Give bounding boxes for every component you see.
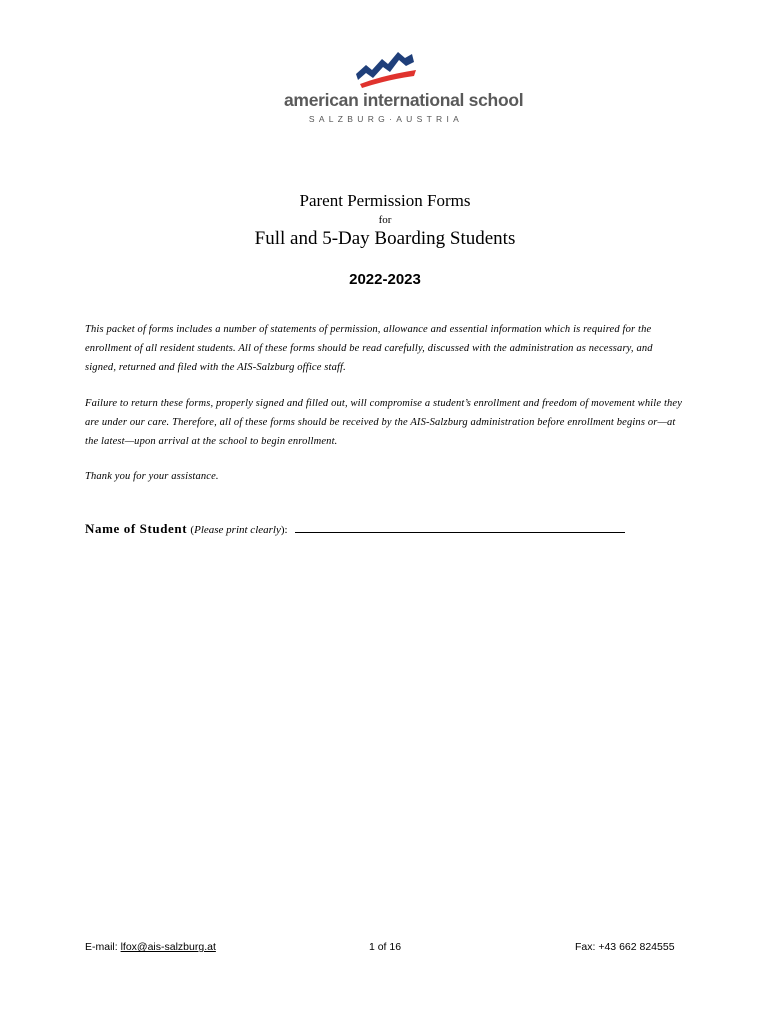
thanks-paragraph: Thank you for your assistance. (85, 471, 219, 482)
mountain-logo-icon (354, 48, 420, 90)
school-year: 2022-2023 (349, 271, 421, 288)
student-name-field[interactable] (295, 520, 625, 533)
document-subtitle: Full and 5-Day Boarding Students (254, 228, 516, 249)
email-label: E-mail: (85, 941, 118, 953)
warning-paragraph: Failure to return these forms, properly signed and filled out, will compromise a student’s enrollment and freedom of movement while they are under our care. Therefore, all of these forms should be received by the AIS-Salzburg administration before enrollment begins or—at the latest—upon arrival at the school to begin enrollment. (85, 398, 683, 447)
student-name-label: Name of Student (85, 521, 188, 536)
email-link[interactable]: lfox@ais-salzburg.at (120, 941, 216, 953)
intro-paragraph: This packet of forms includes a number of statements of permission, allowance and essential information which is required for the enrollment of all resident students. All of these forms should be read carefully, discussed with the administration as necessary, and signed, returned and filed with the AIS-Salzburg office staff. (85, 324, 653, 373)
document-title: Parent Permission Forms (299, 191, 471, 210)
student-name-row (85, 520, 685, 537)
title-connector: for (378, 214, 392, 226)
school-location: SALZBURG·AUSTRIA (308, 114, 464, 124)
school-logo (284, 48, 524, 128)
school-name: american international school (284, 90, 524, 110)
student-name-hint: (Please print clearly): (190, 524, 288, 536)
footer-fax: Fax: +43 662 824555 (575, 941, 675, 953)
page-number: 1 of 16 (368, 941, 402, 953)
